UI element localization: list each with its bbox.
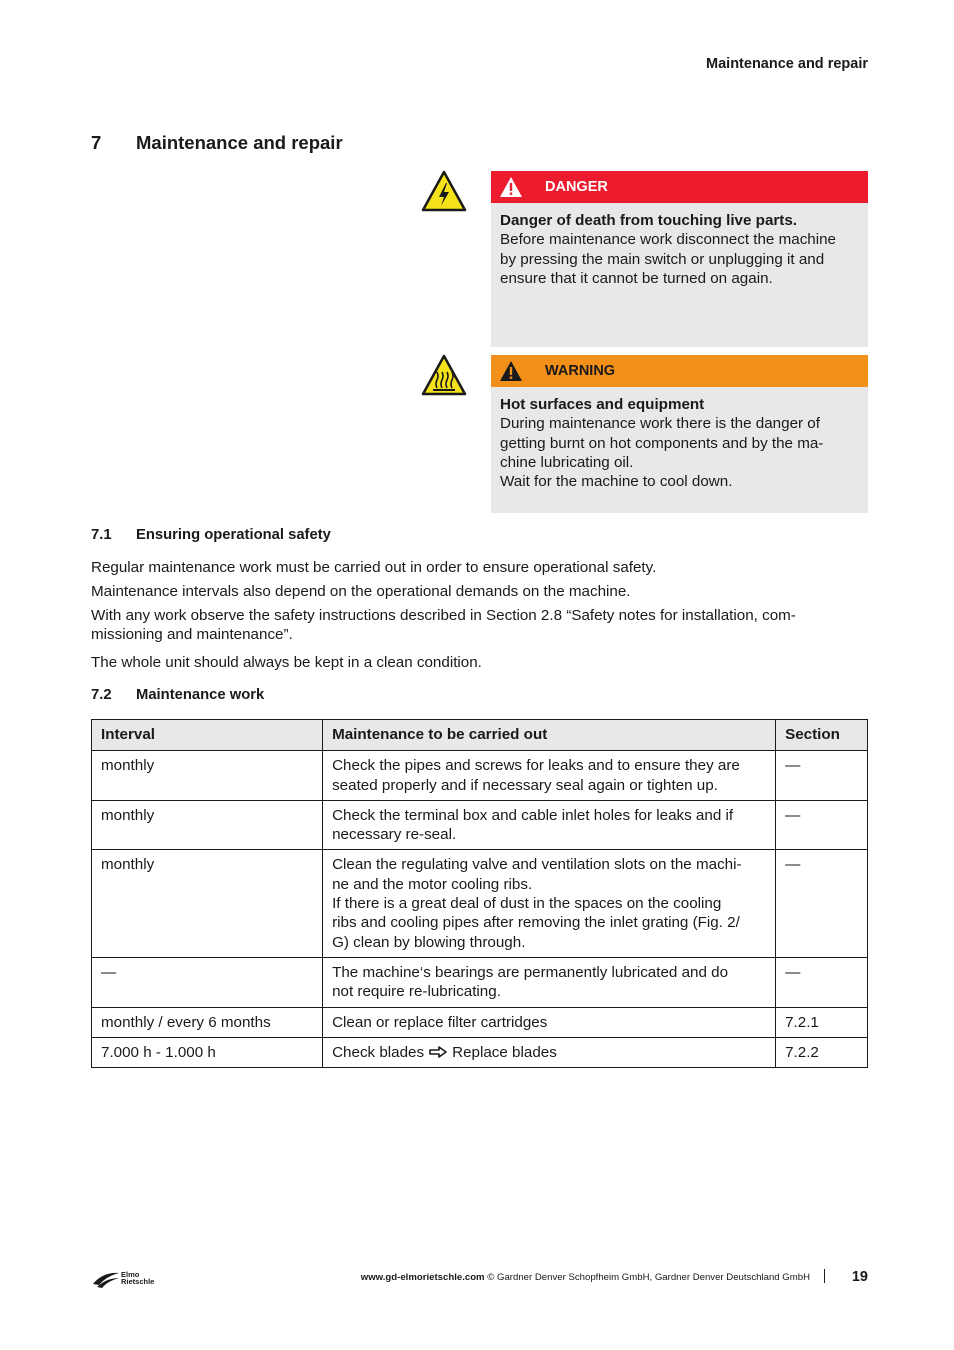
page-number: 19 [851,1269,868,1285]
hot-surface-icon [421,354,467,396]
column-header-maintenance: Maintenance to be carried out [323,720,776,751]
task-cell: Clean the regulating valve and ventilation slots on the machi- ne and the motor cooling ribs. If there is a great deal of dust in the spaces on the cooling ribs and cooling pipes after removing the inlet grating (Fig. 2/ G) clean by blowing through. [323,850,776,957]
table-row [92,850,868,957]
footer-url[interactable]: www.gd-elmorietschle.com [360,1272,485,1283]
running-header: Maintenance and repair [706,56,868,72]
section-cell: 7.2.2 [776,1037,868,1067]
logo-swoosh-icon [91,1268,171,1290]
exclamation-triangle-icon [499,176,523,198]
table-row [92,1007,868,1037]
svg-text:Rietschle: Rietschle [121,1277,155,1286]
danger-bar [491,171,868,203]
interval-cell: 7.000 h - 1.000 h [92,1037,323,1067]
paragraph: Regular maintenance work must be carried out in order to ensure operational safety. [91,559,657,576]
table-row [92,957,868,1007]
task-cell [323,1037,776,1067]
warning-label: WARNING [545,363,616,379]
footer-divider [824,1269,825,1283]
task-cell: Check the terminal box and cable inlet holes for leaks and if necessary re-seal. [323,800,776,850]
section-number: 7.1 [91,527,112,543]
section-number: 7.2 [91,687,112,703]
section-heading [91,687,264,703]
table-row [92,1037,868,1067]
danger-line: by pressing the main switch or unplugging it and [500,250,825,268]
warning-bar [491,355,868,387]
section-cell: 7.2.1 [776,1007,868,1037]
chapter-heading [91,132,343,154]
danger-label: DANGER [545,179,608,195]
warning-line: getting burnt on hot components and by the ma- [500,434,824,452]
section-cell: — [776,957,868,1007]
exclamation-triangle-icon [499,360,523,382]
interval-cell: monthly [92,800,323,850]
warning-line: During maintenance work there is the danger of [500,415,820,433]
paragraph: The whole unit should always be kept in a clean condition. [91,654,482,671]
company-logo [91,1268,171,1290]
warning-line: chine lubricating oil. [500,453,634,471]
section-cell: — [776,850,868,957]
chapter-title: Maintenance and repair [136,132,343,153]
footer-text [361,1272,810,1283]
column-header-interval: Interval [92,720,323,751]
table-header-row [92,720,868,751]
paragraph: With any work observe the safety instructions described in Section 2.8 “Safety notes for installation, com- missioning and maintenance”. [91,607,796,644]
danger-notice [491,171,868,347]
column-header-section: Section [776,720,868,751]
arrow-right-icon [429,1046,447,1058]
task-cell: The machine‘s bearings are permanently lubricated and do not require re-lubricating. [323,957,776,1007]
table-row [92,751,868,801]
section-cell: — [776,751,868,801]
section-heading [91,527,331,543]
section-title: Ensuring operational safety [136,527,331,543]
warning-body [491,387,868,491]
warning-heading: Hot surfaces and equipment [500,396,705,413]
task-cell: Check the pipes and screws for leaks and to ensure they are seated properly and if necessary seal again or tighten up. [323,751,776,801]
danger-body [491,203,868,288]
chapter-number: 7 [91,132,102,153]
interval-cell: monthly / every 6 months [92,1007,323,1037]
footer-copyright: © Gardner Denver Schopfheim GmbH, Gardner Denver Deutschland GmbH [487,1272,810,1283]
interval-cell: — [92,957,323,1007]
task-replace-text: Replace blades [452,1043,557,1061]
danger-line: ensure that it cannot be turned on again. [500,269,773,287]
danger-heading: Danger of death from touching live parts. [500,212,798,229]
high-voltage-icon [421,170,467,212]
maintenance-table [91,719,868,1068]
section-title: Maintenance work [136,687,265,703]
warning-line: Wait for the machine to cool down. [500,473,733,491]
paragraph: Maintenance intervals also depend on the operational demands on the machine. [91,583,631,600]
task-check-text: Check blades [332,1043,425,1061]
task-cell: Clean or replace filter cartridges [323,1007,776,1037]
danger-line: Before maintenance work disconnect the machine [500,231,837,249]
table-row [92,800,868,850]
warning-notice [491,355,868,513]
svg-text:Elmo: Elmo [121,1270,140,1279]
interval-cell: monthly [92,850,323,957]
section-cell: — [776,800,868,850]
interval-cell: monthly [92,751,323,801]
